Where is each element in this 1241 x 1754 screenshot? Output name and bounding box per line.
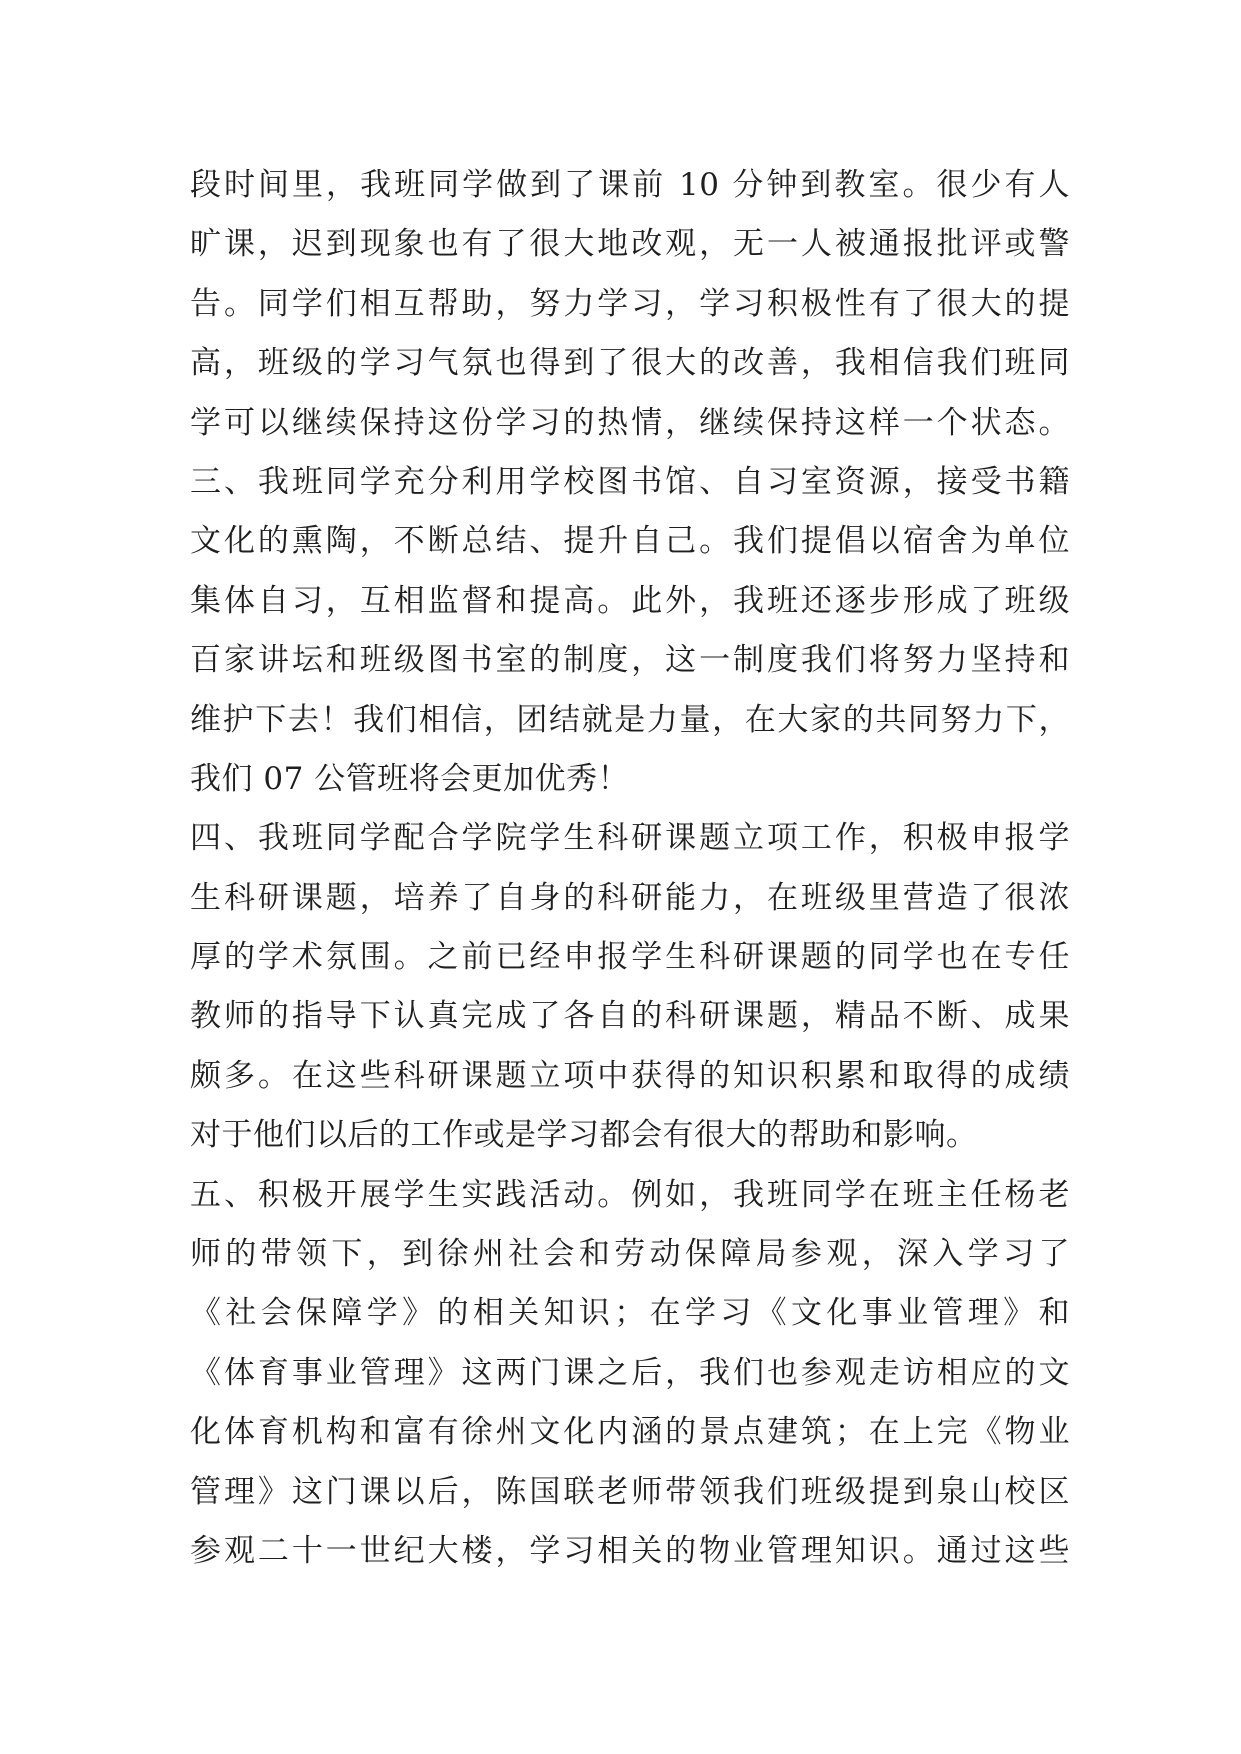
text-line: 我们 07 公管班将会更加优秀！ — [190, 760, 630, 797]
body-text — [190, 156, 1070, 1581]
text-line: 厚的学术氛围。之前已经申报学生科研课题的同学也在专任 — [190, 939, 1070, 976]
text-line: 维护下去！我们相信，团结就是力量，在大家的共同努力下， — [190, 701, 1070, 738]
text-line: 旷课，迟到现象也有了很大地改观，无一人被通报批评或警 — [190, 226, 1070, 263]
text-line: 颇多。在这些科研课题立项中获得的知识积累和取得的成绩 — [190, 1057, 1070, 1094]
text-line: 告。同学们相互帮助，努力学习，学习积极性有了很大的提 — [190, 285, 1070, 322]
text-line: 管理》这门课以后，陈国联老师带领我们班级提到泉山校区 — [190, 1473, 1070, 1510]
text-line: 四、我班同学配合学院学生科研课题立项工作，积极申报学 — [190, 820, 1070, 857]
text-line: 化体育机构和富有徐州文化内涵的景点建筑；在上完《物业 — [190, 1414, 1070, 1451]
text-line: 高，班级的学习气氛也得到了很大的改善，我相信我们班同 — [190, 345, 1070, 382]
text-line: 《社会保障学》的相关知识；在学习《文化事业管理》和 — [190, 1295, 1070, 1332]
text-line: 段时间里，我班同学做到了课前 10 分钟到教室。很少有人 — [190, 167, 1070, 203]
text-line: 百家讲坛和班级图书室的制度，这一制度我们将努力坚持和 — [190, 642, 1070, 679]
text-line: 文化的熏陶，不断总结、提升自己。我们提倡以宿舍为单位 — [190, 523, 1070, 560]
text-line: 《体育事业管理》这两门课之后，我们也参观走访相应的文 — [190, 1354, 1070, 1391]
text-line: 学可以继续保持这份学习的热情，继续保持这样一个状态。 — [190, 404, 1070, 441]
text-line: 教师的指导下认真完成了各自的科研课题，精品不断、成果 — [190, 998, 1070, 1035]
text-line: 集体自习，互相监督和提高。此外，我班还逐步形成了班级 — [190, 582, 1070, 619]
text-line: 师的带领下，到徐州社会和劳动保障局参观，深入学习了 — [190, 1236, 1070, 1273]
text-line: 五、积极开展学生实践活动。例如，我班同学在班主任杨老 — [190, 1176, 1070, 1213]
text-line: 三、我班同学充分利用学校图书馆、自习室资源，接受书籍 — [190, 463, 1070, 500]
text-line: 对于他们以后的工作或是学习都会有很大的帮助和影响。 — [190, 1117, 978, 1154]
text-line: 生科研课题，培养了自身的科研能力，在班级里营造了很浓 — [190, 879, 1070, 916]
text-line: 参观二十一世纪大楼，学习相关的物业管理知识。通过这些 — [190, 1532, 1070, 1569]
